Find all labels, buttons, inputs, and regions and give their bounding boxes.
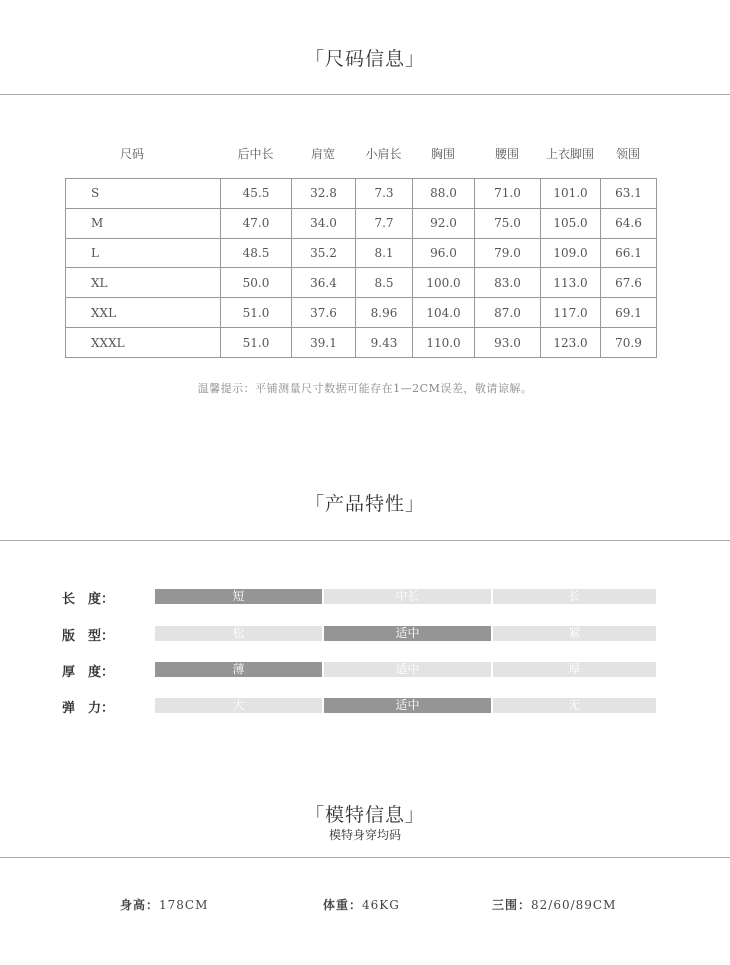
size-header: 尺码: [119, 147, 144, 161]
size-value-cell: 7.7: [356, 208, 413, 238]
feature-label: 厚 度：: [62, 665, 115, 680]
size-value-cell: 50.0: [221, 268, 292, 298]
feature-label: 长 度：: [62, 592, 115, 607]
table-row: [66, 179, 657, 209]
size-header: 领围: [615, 147, 640, 161]
divider: [0, 94, 730, 95]
size-value-cell: 35.2: [292, 238, 356, 268]
model-measure-value: 82/60/89CM: [531, 898, 617, 912]
size-value-cell: 64.6: [601, 208, 657, 238]
size-header: 小肩长: [365, 147, 402, 161]
size-value-cell: 48.5: [221, 238, 292, 268]
feature-label: 版 型：: [62, 629, 115, 644]
size-value-cell: 117.0: [541, 298, 601, 328]
feature-section-title: 「产品特性」: [304, 493, 425, 515]
size-value-cell: 79.0: [475, 238, 541, 268]
size-value-cell: 71.0: [475, 179, 541, 209]
table-row: [66, 268, 657, 298]
size-value-cell: 51.0: [221, 298, 292, 328]
size-value-cell: 104.0: [413, 298, 475, 328]
size-header: 后中长: [237, 147, 274, 161]
size-label-cell: XXL: [66, 298, 221, 328]
feature-option: 松: [155, 626, 322, 641]
size-value-cell: 96.0: [413, 238, 475, 268]
size-value-cell: 66.1: [601, 238, 657, 268]
size-table: [65, 178, 657, 358]
divider: [0, 540, 730, 541]
size-header: 胸围: [430, 147, 455, 161]
size-label-cell: S: [66, 179, 221, 209]
size-value-cell: 69.1: [601, 298, 657, 328]
model-measurements: [492, 896, 616, 913]
feature-option: 无: [493, 698, 656, 713]
feature-option: 适中: [324, 662, 491, 677]
size-value-cell: 8.5: [356, 268, 413, 298]
size-value-cell: 105.0: [541, 208, 601, 238]
size-header: 上衣脚围: [545, 147, 594, 161]
size-label-cell: M: [66, 208, 221, 238]
size-label-cell: XL: [66, 268, 221, 298]
feature-option-selected: 薄: [155, 662, 322, 677]
size-value-cell: 37.6: [292, 298, 356, 328]
table-row: [66, 208, 657, 238]
size-value-cell: 39.1: [292, 328, 356, 358]
size-value-cell: 87.0: [475, 298, 541, 328]
size-value-cell: 101.0: [541, 179, 601, 209]
feature-option-selected: 短: [155, 589, 322, 604]
model-weight: [323, 896, 400, 913]
size-value-cell: 123.0: [541, 328, 601, 358]
size-value-cell: 32.8: [292, 179, 356, 209]
size-value-cell: 67.6: [601, 268, 657, 298]
size-value-cell: 47.0: [221, 208, 292, 238]
size-value-cell: 8.96: [356, 298, 413, 328]
size-label-cell: XXXL: [66, 328, 221, 358]
size-value-cell: 110.0: [413, 328, 475, 358]
model-section-title: 「模特信息」: [304, 804, 425, 826]
feature-option: 大: [155, 698, 322, 713]
feature-label: 弹 力：: [62, 701, 115, 716]
size-section-title: 「尺码信息」: [304, 48, 425, 70]
size-value-cell: 92.0: [413, 208, 475, 238]
size-value-cell: 70.9: [601, 328, 657, 358]
size-value-cell: 83.0: [475, 268, 541, 298]
table-row: [66, 238, 657, 268]
feature-option-selected: 适中: [324, 626, 491, 641]
size-value-cell: 109.0: [541, 238, 601, 268]
size-value-cell: 113.0: [541, 268, 601, 298]
table-row: [66, 328, 657, 358]
model-height: [120, 896, 208, 913]
size-value-cell: 93.0: [475, 328, 541, 358]
feature-option: 紧: [493, 626, 656, 641]
feature-option: 厚: [493, 662, 656, 677]
size-value-cell: 63.1: [601, 179, 657, 209]
divider: [0, 857, 730, 858]
model-measure-label: 三围：: [492, 898, 532, 912]
feature-option-selected: 适中: [324, 698, 491, 713]
feature-option: 长: [493, 589, 656, 604]
size-value-cell: 88.0: [413, 179, 475, 209]
model-height-value: 178CM: [159, 898, 209, 912]
size-value-cell: 9.43: [356, 328, 413, 358]
size-label-cell: L: [66, 238, 221, 268]
model-weight-value: 46KG: [362, 898, 400, 912]
model-weight-label: 体重：: [323, 898, 363, 912]
size-value-cell: 45.5: [221, 179, 292, 209]
size-value-cell: 8.1: [356, 238, 413, 268]
size-header: 腰围: [494, 147, 519, 161]
size-tip: 温馨提示：平铺测量尺寸数据可能存在1—2CM误差，敬请谅解。: [197, 382, 533, 395]
size-header: 肩宽: [310, 147, 335, 161]
size-value-cell: 7.3: [356, 179, 413, 209]
size-value-cell: 75.0: [475, 208, 541, 238]
size-value-cell: 51.0: [221, 328, 292, 358]
model-subtitle: 模特身穿均码: [328, 828, 401, 842]
model-height-label: 身高：: [120, 898, 160, 912]
size-value-cell: 36.4: [292, 268, 356, 298]
size-value-cell: 34.0: [292, 208, 356, 238]
feature-option: 中长: [324, 589, 491, 604]
table-row: [66, 298, 657, 328]
size-value-cell: 100.0: [413, 268, 475, 298]
